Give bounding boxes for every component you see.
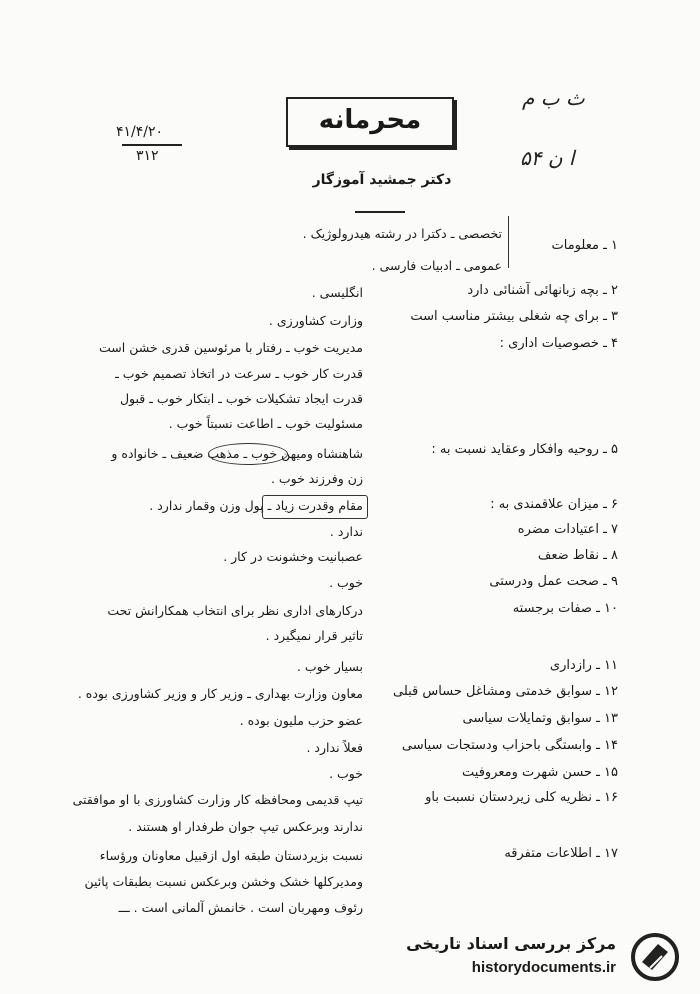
row-value: مسئولیت خوب ـ اطاعت نسبتاً خوب . [168, 416, 363, 431]
row-value: درکارهای اداری نظر برای انتخاب همکارانش تحت [107, 603, 363, 618]
row-value: قدرت ایجاد تشکیلات خوب ـ ابتکار خوب ـ قبول [119, 391, 363, 406]
row-label: ۱۰ ـ صفات برجسته [512, 601, 618, 616]
row-value: رئوف ومهربان است . خانمش آلمانی است . ـــ [118, 900, 363, 915]
document-date: ۴۱/۴/۲۰ [116, 124, 164, 140]
row-label: ۴ ـ خصوصیات اداری : [499, 336, 618, 351]
row-value: تیپ قدیمی ومحافظه کار وزارت کشاورزی با او موافقتی [72, 792, 363, 807]
row-value: قدرت کار خوب ـ سرعت در اتخاذ تصمیم خوب ـ [115, 366, 363, 381]
bracket-divider [508, 216, 510, 268]
row-label: ۱۶ ـ نظریه کلی زیردستان نسبت باو [425, 790, 618, 805]
subject-name: دکتر جمشید آموزگار [312, 172, 452, 188]
row-value: بسیار خوب . [296, 659, 363, 674]
document-number: ۳۱۲ [136, 148, 159, 164]
row-value: مقام وقدرت زیاد ـ پول وزن وقمار ندارد . [149, 498, 363, 513]
handwritten-mark: ث ب م [522, 86, 585, 110]
classification-stamp [286, 97, 454, 147]
archive-logo-icon [628, 932, 682, 982]
handwritten-number: ا ن ۵۴ [520, 146, 575, 170]
row-label: ۶ ـ میزان علاقمندی به : [490, 497, 618, 512]
row-label: ۵ ـ روحیه وافکار وعقاید نسبت به : [431, 442, 618, 457]
row-value: زن وفرزند خوب . [270, 471, 363, 486]
row-label: ۱۴ ـ وابستگی باحزاب ودستجات سیاسی [401, 738, 618, 753]
handwritten-circle [208, 443, 288, 465]
row-value: فعلاً ندارد . [306, 740, 363, 755]
watermark-text [406, 934, 616, 976]
row-value: خوب . [329, 766, 363, 781]
row-label: ۷ ـ اعتیادات مضره [517, 522, 618, 537]
row-label: ۹ ـ صحت عمل ودرستی [489, 574, 618, 589]
row-value: عمومی ـ ادبیات فارسی . [371, 258, 502, 273]
row-value: ندارد . [329, 524, 363, 539]
handwritten-box [262, 495, 368, 519]
row-label: ۱۵ ـ حسن شهرت ومعروفیت [462, 765, 618, 780]
row-value: شاهنشاه ومیهن خوب ـ مذهب ضعیف ـ خانواده و [111, 446, 363, 461]
row-label: ۲ ـ بچه زبانهائی آشنائی دارد [467, 283, 618, 298]
row-label: ۱۳ ـ سوابق وتمایلات سیاسی [462, 711, 618, 726]
row-value: تاثیر قرار نمیگیرد . [265, 628, 363, 643]
row-value: معاون وزارت بهداری ـ وزیر کار و وزیر کشاورزی بوده . [77, 686, 363, 701]
row-value: مدیریت خوب ـ رفتار با مرئوسین قدری خشن است [99, 340, 363, 355]
row-label: ۸ ـ نقاط ضعف [537, 548, 618, 563]
row-label: ۱ ـ معلومات [551, 238, 618, 253]
row-label: ۱۲ ـ سوابق خدمتی ومشاغل حساس قبلی [392, 684, 618, 699]
row-value: نسبت بزیردستان طبقه اول ازقبیل معاونان ورؤساء [99, 848, 363, 863]
row-value: عصبانیت وخشونت در کار . [223, 549, 363, 564]
row-value: ومدیرکلها خشک وخشن وبرعکس نسبت بطبقات پائین [84, 874, 363, 889]
document-title: محرمانه [318, 105, 422, 135]
row-value: تخصصی ـ دکترا در رشته هیدرولوژیک . [302, 226, 502, 241]
watermark-site: historydocuments.ir [471, 959, 616, 976]
row-value: خوب . [329, 575, 363, 590]
row-value: عضو حزب مليون بوده . [239, 713, 363, 728]
row-value: وزارت کشاورزی . [268, 313, 363, 328]
row-value: ندارند وبرعکس تیپ جوان طرفدار او هستند . [128, 819, 363, 834]
row-label: ۱۱ ـ رازداری [549, 658, 618, 673]
row-value: انگلیسی . [311, 285, 363, 300]
row-label: ۱۷ ـ اطلاعات متفرقه [504, 846, 618, 861]
watermark-org: مرکز بررسی اسناد تاریخی [406, 934, 616, 953]
row-label: ۳ ـ برای چه شغلی بیشتر مناسب است [410, 309, 618, 324]
